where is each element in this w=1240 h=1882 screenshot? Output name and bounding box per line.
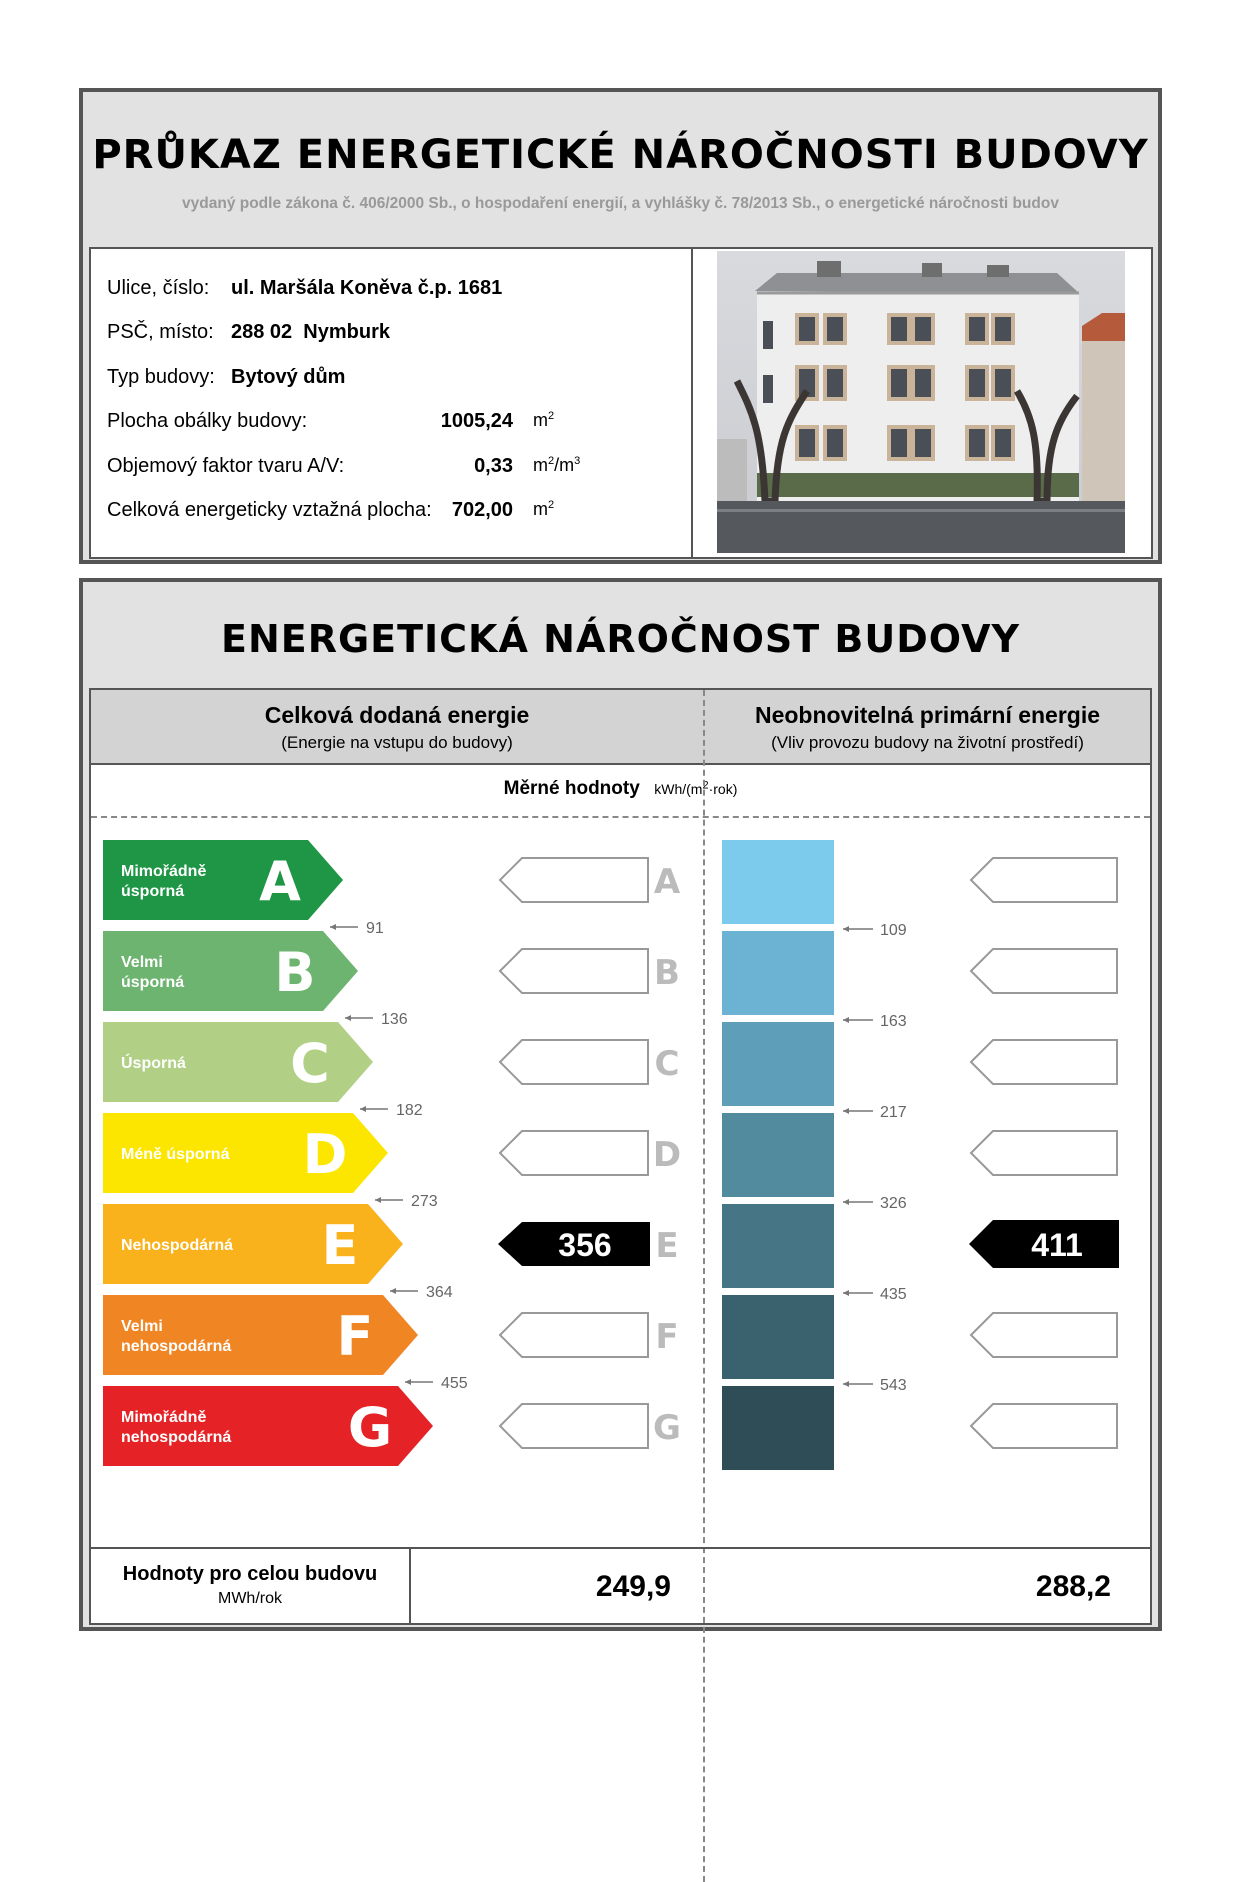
delivered-empty-slot: [500, 1131, 648, 1175]
area-value: 702,00: [451, 499, 513, 521]
delivered-threshold-arrow: [405, 1379, 411, 1385]
delivered-threshold-label: 136: [381, 1011, 408, 1028]
class-label-d: Méně úsporná: [121, 1146, 230, 1163]
primary-empty-slot: [971, 949, 1117, 993]
class-label-g: nehospodárná: [121, 1429, 232, 1446]
delivered-threshold-label: 91: [366, 920, 384, 937]
street-label: Ulice, číslo:: [107, 277, 210, 299]
class-letter-b: B: [274, 941, 316, 1004]
class-letter-d: D: [302, 1123, 348, 1186]
slot-letter-f: F: [655, 1317, 679, 1357]
delivered-energy-value: 356: [558, 1227, 612, 1263]
primary-bar-g: [722, 1386, 834, 1470]
av-unit: $m^2/m^3$: [533, 455, 581, 475]
specific-values-unit: kWh/$(m^2\cdot rok)$: [654, 779, 738, 797]
totals-left-value: 249,9: [595, 1570, 671, 1603]
class-label-f: Velmi: [121, 1318, 163, 1335]
primary-threshold-label: 326: [880, 1195, 907, 1212]
primary-empty-slot: [971, 1131, 1117, 1175]
class-letter-a: A: [259, 850, 301, 913]
delivered-threshold-arrow: [345, 1015, 351, 1021]
primary-threshold-arrow: [843, 926, 849, 932]
envelope-unit: $m^2$: [533, 410, 555, 430]
class-label-a: Mimořádně: [121, 863, 207, 880]
specific-values-row: [91, 778, 1150, 800]
envelope-value: 1005,24: [440, 410, 513, 432]
totals-unit: MWh/rok: [218, 1590, 282, 1607]
primary-threshold-label: 109: [880, 922, 907, 939]
right-column-header: Neobnovitelná primární energie (Vliv provozu budovy na životní prostředí): [754, 702, 1101, 752]
delivered-empty-slot: [500, 1040, 648, 1084]
envelope-label: Plocha obálky budovy:: [107, 410, 308, 432]
primary-bar-e: [722, 1204, 834, 1288]
av-label: Objemový faktor tvaru A/V:: [107, 455, 345, 477]
totals-label-cell: [91, 1547, 411, 1625]
class-label-c: Úsporná: [121, 1055, 186, 1072]
delivered-threshold-label: 182: [396, 1102, 423, 1119]
primary-threshold-label: 163: [880, 1013, 907, 1030]
primary-threshold-arrow: [843, 1108, 849, 1114]
primary-empty-slot: [971, 1313, 1117, 1357]
city-label: PSČ, místo:: [107, 321, 214, 343]
energy-frame: [79, 578, 1162, 1631]
delivered-empty-slot: [500, 1313, 648, 1357]
class-label-b: Velmi: [121, 954, 163, 971]
slot-letter-b: B: [654, 953, 680, 993]
totals-right-value: 288,2: [1035, 1570, 1111, 1603]
class-label-b: úsporná: [121, 974, 185, 991]
type-value: Bytový dům: [231, 366, 346, 388]
primary-bar-d: [722, 1113, 834, 1197]
section-title: ENERGETICKÁ NÁROČNOST BUDOVY: [220, 617, 1021, 661]
primary-threshold-label: 543: [880, 1377, 907, 1394]
delivered-threshold-arrow: [330, 924, 336, 930]
primary-threshold-label: 217: [880, 1104, 907, 1121]
page-subtitle: vydaný podle zákona č. 406/2000 Sb., o hospodaření energií, a vyhlášky č. 78/2013 Sb., o energetické náročnosti budov: [182, 195, 1059, 212]
class-label-e: Nehospodárná: [121, 1237, 234, 1254]
primary-energy-value: 411: [1031, 1227, 1083, 1263]
totals-label: Hodnoty pro celou budovu: [122, 1563, 378, 1585]
delivered-threshold-arrow: [375, 1197, 381, 1203]
delivered-threshold-label: 455: [441, 1375, 468, 1392]
delivered-threshold-arrow: [360, 1106, 366, 1112]
primary-threshold-arrow: [843, 1017, 849, 1023]
left-column-header: Celková dodaná energie (Energie na vstupu do budovy): [264, 702, 530, 752]
primary-empty-slot: [971, 858, 1117, 902]
class-arrow-b: [103, 931, 358, 1011]
class-label-g: Mimořádně: [121, 1409, 207, 1426]
building-photo-box: [691, 247, 1153, 559]
primary-threshold-arrow: [843, 1381, 849, 1387]
area-unit: $m^2$: [533, 499, 555, 519]
slot-letter-e: E: [655, 1226, 679, 1266]
header-frame: [79, 88, 1162, 564]
primary-bar-b: [722, 931, 834, 1015]
delivered-empty-slot: [500, 858, 648, 902]
energy-panel: [89, 688, 1152, 1625]
primary-threshold-arrow: [843, 1290, 849, 1296]
class-arrow-a: [103, 840, 343, 920]
slot-letter-a: A: [653, 862, 681, 902]
class-label-a: úsporná: [121, 883, 185, 900]
delivered-empty-slot: [500, 1404, 648, 1448]
slot-letter-c: C: [654, 1044, 680, 1084]
class-letter-e: E: [321, 1214, 359, 1277]
building-info-box: [89, 247, 699, 559]
delivered-empty-slot: [500, 949, 648, 993]
type-label: Typ budovy:: [107, 366, 215, 388]
page-title: PRŮKAZ ENERGETICKÉ NÁROČNOSTI BUDOVY: [92, 132, 1149, 178]
primary-bar-f: [722, 1295, 834, 1379]
primary-bar-a: [722, 840, 834, 924]
street-value: ul. Maršála Koněva č.p. 1681: [231, 277, 503, 299]
slot-letter-d: D: [652, 1135, 682, 1175]
area-label: Celková energeticky vztažná plocha:: [107, 499, 432, 521]
primary-empty-slot: [971, 1404, 1117, 1448]
specific-values-label: Měrné hodnoty: [503, 778, 640, 799]
primary-threshold-arrow: [843, 1199, 849, 1205]
building-photo: [717, 251, 1125, 553]
av-value: 0,33: [474, 455, 513, 477]
delivered-threshold-label: 364: [426, 1284, 453, 1301]
class-label-f: nehospodárná: [121, 1338, 232, 1355]
class-letter-g: G: [347, 1396, 393, 1459]
slot-letter-g: G: [653, 1408, 681, 1448]
primary-empty-slot: [971, 1040, 1117, 1084]
energy-scale: [91, 818, 1150, 1508]
class-letter-f: F: [336, 1305, 374, 1368]
primary-bar-c: [722, 1022, 834, 1106]
class-letter-c: C: [290, 1032, 330, 1095]
delivered-threshold-arrow: [390, 1288, 396, 1294]
city-value: 288 02 Nymburk: [231, 321, 390, 343]
primary-threshold-label: 435: [880, 1286, 907, 1303]
delivered-threshold-label: 273: [411, 1193, 438, 1210]
